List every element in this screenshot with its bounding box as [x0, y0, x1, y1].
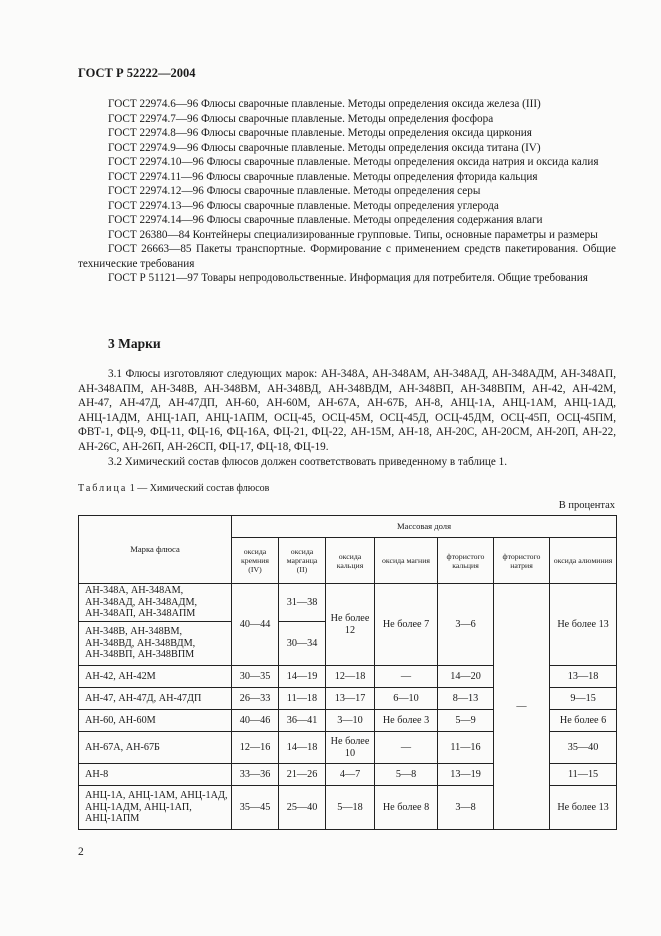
reference-item: ГОСТ 22974.10—96 Флюсы сварочные плавленые. Методы определения оксида натрия и оксида калия [108, 156, 599, 168]
cell-brand: АН-47, АН-47Д, АН-47ДП [79, 688, 232, 710]
cell: 35—45 [232, 786, 279, 830]
col-header: оксида алюминия [550, 538, 617, 584]
cell: Не более 8 [375, 786, 438, 830]
col-header-group: Массовая доля [232, 516, 617, 538]
cell: 14—18 [279, 732, 326, 764]
cell-brand: АН-60, АН-60М [79, 710, 232, 732]
cell: 30—35 [232, 666, 279, 688]
cell: 13—19 [438, 764, 494, 786]
reference-item: ГОСТ 22974.8—96 Флюсы сварочные плавленые. Методы определения оксида циркония [108, 127, 532, 139]
cell: 12—16 [232, 732, 279, 764]
cell: 31—38 [279, 584, 326, 622]
cell: 26—33 [232, 688, 279, 710]
cell: 40—46 [232, 710, 279, 732]
col-header: фтористого кальция [438, 538, 494, 584]
cell: 5—9 [438, 710, 494, 732]
col-header: оксида кремния (IV) [232, 538, 279, 584]
col-header: оксида магния [375, 538, 438, 584]
reference-item: ГОСТ 22974.14—96 Флюсы сварочные плавленые. Методы определения содержания влаги [108, 214, 543, 226]
cell: Не более 13 [550, 584, 617, 666]
cell: 12—18 [326, 666, 375, 688]
cell: — [375, 732, 438, 764]
cell: Не более 3 [375, 710, 438, 732]
cell: Не более 10 [326, 732, 375, 764]
cell: 3—8 [438, 786, 494, 830]
cell-brand: АН-348В, АН-348ВМ, АН-348ВД, АН-348ВДМ, АН-348ВП, АН-348ВПМ [79, 622, 232, 666]
table-caption-word: Таблица [78, 483, 128, 494]
col-header-brand: Марка флюса [79, 516, 232, 584]
reference-item: ГОСТ 22974.9—96 Флюсы сварочные плавленые. Методы определения оксида титана (IV) [108, 141, 541, 154]
cell: 14—19 [279, 666, 326, 688]
cell: 33—36 [232, 764, 279, 786]
cell: 14—20 [438, 666, 494, 688]
cell: 35—40 [550, 732, 617, 764]
cell: 13—17 [326, 688, 375, 710]
reference-item: ГОСТ 26380—84 Контейнеры специализированные групповые. Типы, основные параметры и размеры [108, 228, 598, 241]
cell: 13—18 [550, 666, 617, 688]
section-title: 3 Марки [108, 336, 161, 351]
paragraph-3-1: 3.1 Флюсы изготовляют следующих марок: АН-348А, АН-348АМ, АН-348АД, АН-348АДМ, АН-348АП, АН-348АПМ, АН-348В, АН-348ВМ, АН-348ВД, АН-348ВДМ, АН-348ВП, АН-348ВПМ, АН-42, АН-42М, АН-47, АН-47Д, АН-47ДП, АН-60, АН-60М, АН-67А, АН-67Б, АН-8, АНЦ-1А, АНЦ-1АМ, АНЦ-1АД, АНЦ-1АДМ, АНЦ-1АП, АНЦ-1АПМ, ОСЦ-45, ОСЦ-45М, ОСЦ-45Д, ОСЦ-45ДМ, ОСЦ-45П, ОСЦ-45ПМ, ФВТ-1, ФЦ-9, ФЦ-11, ФЦ-16, ФЦ-16А, ФЦ-21, ФЦ-22, АН-15М, АН-18, АН-20С, АН-20СМ, АН-20П, АН-22, АН-26С, АН-26П, АН-26СП, ФЦ-17, ФЦ-18, ФЦ-19. [78, 368, 616, 453]
cell: 25—40 [279, 786, 326, 830]
cell-brand: АН-348А, АН-348АМ, АН-348АД, АН-348АДМ, АН-348АП, АН-348АПМ [79, 584, 232, 622]
cell: — [494, 584, 550, 830]
cell: Не более 13 [550, 786, 617, 830]
normative-references [78, 97, 616, 286]
document-header: ГОСТ Р 52222—2004 [78, 66, 196, 80]
cell: 30—34 [279, 622, 326, 666]
reference-item: ГОСТ 22974.7—96 Флюсы сварочные плавленые. Методы определения фосфора [108, 112, 494, 125]
page-number: 2 [78, 846, 84, 858]
col-header: фтористого натрия [494, 538, 550, 584]
cell: 8—13 [438, 688, 494, 710]
reference-item: ГОСТ 22974.12—96 Флюсы сварочные плавленые. Методы определения серы [108, 185, 481, 197]
cell: 40—44 [232, 584, 279, 666]
cell: 5—8 [375, 764, 438, 786]
reference-item: ГОСТ Р 51121—97 Товары непродовольственные. Информация для потребителя. Общие требования [108, 272, 588, 284]
cell: 11—16 [438, 732, 494, 764]
reference-item: ГОСТ 22974.11—96 Флюсы сварочные плавленые. Методы определения фторида кальция [108, 170, 538, 183]
cell-brand: АН-67А, АН-67Б [79, 732, 232, 764]
cell: 5—18 [326, 786, 375, 830]
cell: 11—15 [550, 764, 617, 786]
table-unit: В процентах [558, 500, 615, 511]
cell: Не более 7 [375, 584, 438, 666]
reference-item: ГОСТ 26663—85 Пакеты транспортные. Формирование с применением средств пакетирования. Общие технические требования [78, 243, 616, 270]
table-row [79, 584, 617, 622]
cell: 11—18 [279, 688, 326, 710]
col-header: оксида кальция [326, 538, 375, 584]
cell: 9—15 [550, 688, 617, 710]
cell: 3—6 [438, 584, 494, 666]
cell-brand: АНЦ-1А, АНЦ-1АМ, АНЦ-1АД, АНЦ-1АДМ, АНЦ-1АП, АНЦ-1АПМ [79, 786, 232, 830]
cell: Не более 12 [326, 584, 375, 666]
table-caption [78, 483, 269, 494]
cell: Не более 6 [550, 710, 617, 732]
reference-item: ГОСТ 22974.13—96 Флюсы сварочные плавленые. Методы определения углерода [108, 199, 499, 212]
cell-brand: АН-42, АН-42М [79, 666, 232, 688]
cell: 36—41 [279, 710, 326, 732]
cell: — [375, 666, 438, 688]
cell: 6—10 [375, 688, 438, 710]
composition-table [78, 515, 617, 830]
table-caption-text: 1 — Химический состав флюсов [129, 483, 270, 494]
cell: 4—7 [326, 764, 375, 786]
col-header: оксида марганца (II) [279, 538, 326, 584]
reference-item: ГОСТ 22974.6—96 Флюсы сварочные плавленые. Методы определения оксида железа (III) [108, 98, 541, 110]
cell: 3—10 [326, 710, 375, 732]
cell-brand: АН-8 [79, 764, 232, 786]
paragraph-3-2: 3.2 Химический состав флюсов должен соответствовать приведенному в таблице 1. [108, 456, 508, 468]
cell: 21—26 [279, 764, 326, 786]
